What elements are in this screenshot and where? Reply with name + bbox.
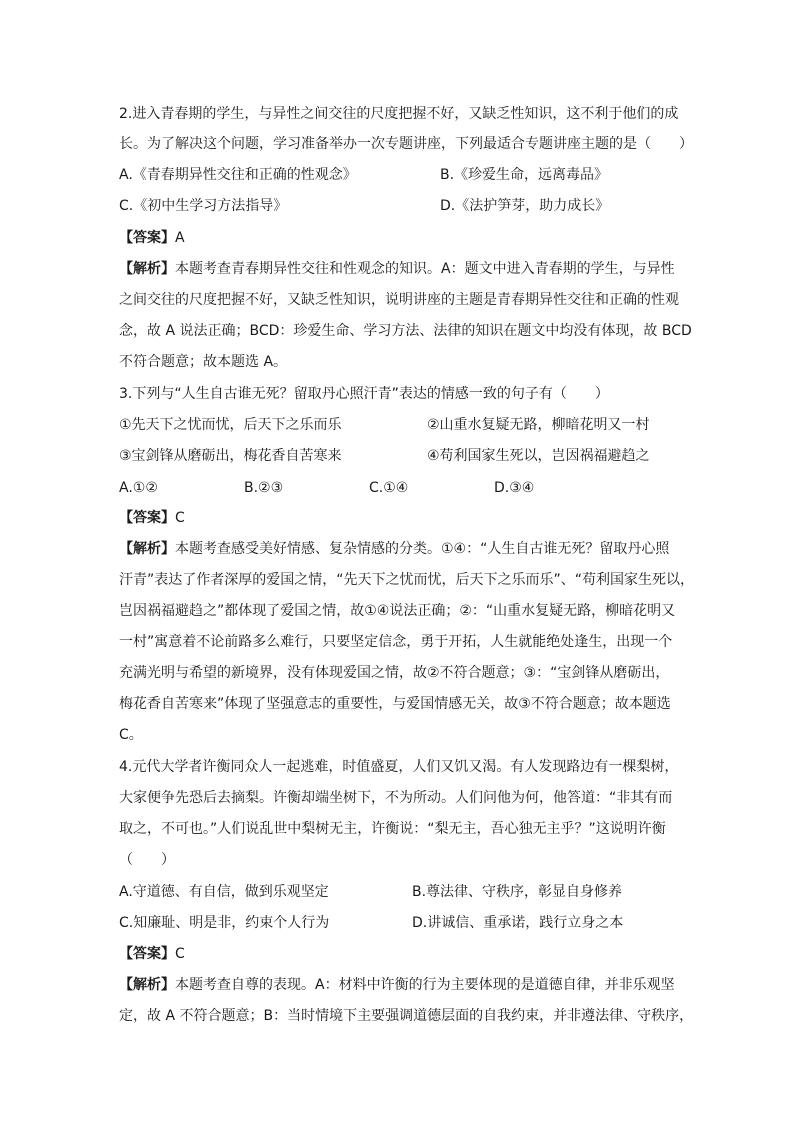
q3-analysis-line-2: 汗青”表达了作者深厚的爱国之情，“先天下之忧而忧，后天下之乐而乐”、“苟利国家生死以， <box>119 572 695 588</box>
q2-analysis-line-1 <box>119 259 675 279</box>
q3-option-c: C.①④ <box>369 480 409 496</box>
q4-analysis-line-1 <box>119 975 675 995</box>
q3-analysis-line-7: C。 <box>119 727 143 743</box>
q2-option-b: B.《珍爱生命，远离毒品》 <box>440 167 609 183</box>
q4-option-c: C.知廉耻、明是非，约束个人行为 <box>119 915 330 931</box>
q3-analysis-line-1 <box>119 539 669 559</box>
q2-analysis-label: 【解析】 <box>119 261 175 277</box>
q3-option-b: B.②③ <box>244 480 284 496</box>
q4-answer <box>119 944 185 964</box>
q4-answer-label: 【答案】 <box>119 946 175 962</box>
q2-stem-line-2: 长。为了解决这个问题，学习准备举办一次专题讲座，下列最适合专题讲座主题的是（ ） <box>119 136 693 152</box>
q3-answer <box>119 508 185 528</box>
q3-analysis-text-1: 本题考查感受美好情感、复杂情感的分类。①④：“人生自古谁无死？留取丹心照 <box>175 541 670 557</box>
q3-analysis-line-3: 岂因祸福避趋之”都体现了爱国之情，故①④说法正确；②：“山重水复疑无路，柳暗花明又 <box>119 603 676 619</box>
q4-stem-line-2: 大家便争先恐后去摘梨。许衡却端坐树下，不为所动。人们问他为何，他答道：“非其有而 <box>119 790 673 806</box>
q3-analysis-line-4: 一村”寓意着不论前路多么难行，只要坚定信念，勇于开拓，人生就能绝处逢生，出现一个 <box>119 634 673 650</box>
q2-answer <box>119 228 185 248</box>
q3-analysis-line-6: 梅花香自苦寒来”体现了坚强意志的重要性，与爱国情感无关，故③不符合题意；故本题选 <box>119 696 671 712</box>
q3-item-3: ③宝剑锋从磨砺出，梅花香自苦寒来 <box>119 448 342 464</box>
q2-stem-line-1: 2.进入青春期的学生，与异性之间交往的尺度把握不好，又缺乏性知识，这不利于他们的成 <box>119 106 679 122</box>
q2-analysis-line-3: 念，故 A 说法正确；BCD：珍爱生命、学习方法、法律的知识在题文中均没有体现，故 BCD <box>119 323 692 339</box>
q4-stem-line-4: （ ） <box>119 852 175 868</box>
q2-option-a: A.《青春期异性交往和正确的性观念》 <box>119 167 357 183</box>
q3-answer-label: 【答案】 <box>119 510 175 526</box>
q2-answer-value: A <box>175 230 185 246</box>
q3-stem: 3.下列与“人生自古谁无死？留取丹心照汗青”表达的情感一致的句子有（ ） <box>119 386 609 402</box>
q3-analysis-label: 【解析】 <box>119 541 175 557</box>
q2-answer-label: 【答案】 <box>119 230 175 246</box>
q4-option-d: D.讲诚信、重承诺，践行立身之本 <box>412 915 624 931</box>
q4-stem-line-3: 取之，不可也。”人们说乱世中梨树无主，许衡说：“梨无主，吾心独无主乎？”这说明许衡 <box>119 821 666 837</box>
q4-option-b: B.尊法律、守秩序，彰显自身修养 <box>412 884 623 900</box>
q2-analysis-line-4: 不符合题意；故本题选 A。 <box>119 354 288 370</box>
q4-option-a: A.守道德、有自信，做到乐观坚定 <box>119 884 329 900</box>
q3-analysis-line-5: 充满光明与希望的新境界，没有体现爱国之情，故②不符合题意；③：“宝剑锋从磨砺出， <box>119 665 670 681</box>
q4-stem-line-1: 4.元代大学者许衡同众人一起逃难，时值盛夏，人们又饥又渴。有人发现路边有一棵梨树， <box>119 759 679 775</box>
q4-analysis-label: 【解析】 <box>119 977 175 993</box>
q2-option-c: C.《初中生学习方法指导》 <box>119 198 288 214</box>
q3-option-a: A.①② <box>119 480 158 496</box>
q2-analysis-line-2: 之间交往的尺度把握不好，又缺乏性知识，说明讲座的主题是青春期异性交往和正确的性观 <box>119 292 679 308</box>
q3-answer-value: C <box>175 510 185 526</box>
q2-analysis-text-1: 本题考查青春期异性交往和性观念的知识。A：题文中进入青春期的学生，与异性 <box>175 261 675 277</box>
q3-option-d: D.③④ <box>494 480 535 496</box>
q3-item-2: ②山重水复疑无路，柳暗花明又一村 <box>427 417 650 433</box>
q4-answer-value: C <box>175 946 185 962</box>
q4-analysis-text-1: 本题考查自尊的表现。A：材料中许衡的行为主要体现的是道德自律，并非乐观坚 <box>175 977 675 993</box>
q3-item-4: ④苟利国家生死以，岂因祸福避趋之 <box>427 448 650 464</box>
q4-analysis-line-2: 定，故 A 不符合题意；B：当时情境下主要强调道德层面的自我约束，并非遵法律、守秩序， <box>119 1008 694 1024</box>
q2-option-d: D.《法护笋芽，助力成长》 <box>440 198 610 214</box>
q3-item-1: ①先天下之忧而忧，后天下之乐而乐 <box>119 417 342 433</box>
